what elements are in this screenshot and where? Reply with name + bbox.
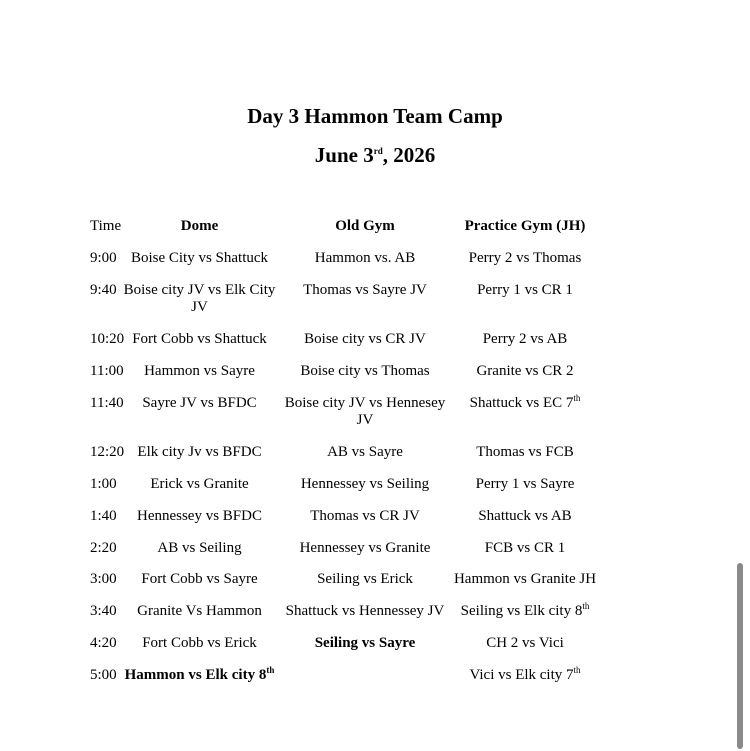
date-year: , 2026 [382, 143, 436, 167]
row-practice-gym [448, 635, 602, 652]
header-old-gym: Old Gym [335, 218, 395, 234]
row-dome-ordinal: th [266, 665, 275, 675]
row-practice-gym-text: Granite vs CR 2 [476, 363, 574, 379]
row-practice-gym-text: Perry 1 vs CR 1 [477, 282, 573, 298]
row-practice-gym-text: Perry 2 vs Thomas [468, 250, 582, 266]
row-practice-gym-ordinal: th [582, 601, 590, 611]
row-practice-gym [448, 476, 602, 493]
row-dome [122, 540, 277, 557]
row-time-text: 1:40 [90, 508, 117, 524]
row-dome [122, 476, 277, 493]
row-dome-text: Hennessey vs BFDC [136, 508, 262, 524]
row-old-gym-text: Thomas vs Sayre JV [303, 282, 427, 298]
row-practice-gym-ordinal: th [573, 665, 581, 675]
row-time-text: 12:20 [90, 444, 125, 460]
row-old-gym-text: Boise city vs CR JV [304, 331, 426, 347]
row-old-gym [275, 250, 455, 267]
row-dome-text: Sayre JV vs BFDC [142, 395, 257, 411]
row-practice-gym [448, 250, 602, 267]
row-dome-text: Elk city Jv vs BFDC [137, 444, 262, 460]
row-time-text: 9:00 [90, 250, 117, 266]
row-dome [122, 635, 277, 652]
row-old-gym [275, 635, 455, 652]
row-practice-gym [448, 508, 602, 525]
row-dome [122, 571, 277, 588]
row-dome-text: Granite Vs Hammon [137, 603, 262, 619]
header-practice-gym: Practice Gym (JH) [464, 218, 586, 234]
row-time-text: 5:00 [90, 667, 117, 683]
row-old-gym [275, 540, 455, 557]
row-time-text: 11:00 [90, 363, 124, 379]
row-old-gym [275, 395, 455, 429]
row-practice-gym [448, 395, 602, 412]
row-dome [122, 667, 277, 684]
row-dome [122, 444, 277, 461]
row-dome-text: AB vs Seiling [157, 540, 242, 556]
row-practice-gym-text: FCB vs CR 1 [484, 540, 566, 556]
row-old-gym [275, 508, 455, 525]
row-practice-gym-text: Thomas vs FCB [476, 444, 574, 460]
row-dome [122, 395, 277, 412]
row-practice-gym [448, 363, 602, 380]
row-dome [122, 603, 277, 620]
row-practice-gym [448, 667, 602, 684]
row-old-gym [275, 331, 455, 348]
header-dome: Dome [180, 218, 219, 234]
row-old-gym-text: Shattuck vs Hennessey JV [285, 603, 445, 619]
row-practice-gym [448, 571, 602, 588]
row-old-gym-text: Thomas vs CR JV [310, 508, 420, 524]
row-old-gym [275, 571, 455, 588]
row-old-gym-text: Hennessey vs Granite [299, 540, 431, 556]
row-old-gym-text: Seiling vs Sayre [314, 635, 416, 651]
row-dome [122, 508, 277, 525]
row-practice-gym-text: Hammon vs Granite JH [453, 571, 597, 587]
header-time: Time [90, 218, 122, 234]
row-practice-gym-text: Shattuck vs EC 7 [469, 395, 574, 411]
row-practice-gym-text: Vici vs Elk city 7 [469, 667, 574, 683]
row-practice-gym-text: CH 2 vs Vici [486, 635, 564, 651]
row-dome-text: Erick vs Granite [150, 476, 249, 492]
row-dome [122, 282, 277, 316]
row-dome-text: Hammon vs Elk city 8 [124, 667, 267, 683]
row-time-text: 1:00 [90, 476, 117, 492]
row-time-text: 11:40 [90, 395, 124, 411]
row-dome [122, 250, 277, 267]
row-dome-text: Fort Cobb vs Shattuck [132, 331, 267, 347]
row-old-gym [275, 476, 455, 493]
row-old-gym [275, 603, 455, 620]
row-practice-gym [448, 444, 602, 461]
row-dome-text: Fort Cobb vs Sayre [141, 571, 258, 587]
row-old-gym-text: Seiling vs Erick [317, 571, 413, 587]
date-main: June 3 [314, 143, 374, 167]
row-practice-gym [448, 331, 602, 348]
page-title: Day 3 Hammon Team Camp [247, 104, 503, 128]
row-dome [122, 331, 277, 348]
row-dome [122, 363, 277, 380]
row-dome-text: Hammon vs Sayre [144, 363, 255, 379]
row-practice-gym-text: Shattuck vs AB [478, 508, 572, 524]
page-date [0, 143, 750, 167]
row-old-gym-text: Hammon vs. AB [314, 250, 416, 266]
row-dome-text: Boise city JV vs Elk City JV [123, 282, 276, 315]
row-practice-gym-text: Perry 1 vs Sayre [475, 476, 575, 492]
row-old-gym [275, 444, 455, 461]
row-dome-text: Boise City vs Shattuck [130, 250, 269, 266]
row-old-gym-text: Boise city JV vs Hennesey JV [284, 395, 446, 428]
row-practice-gym-text: Perry 2 vs AB [482, 331, 568, 347]
row-practice-gym-text: Seiling vs Elk city 8 [460, 603, 583, 619]
date-ordinal: rd [373, 146, 383, 156]
row-old-gym-text: Hennessey vs Seiling [300, 476, 430, 492]
row-dome-text: Fort Cobb vs Erick [142, 635, 257, 651]
row-time-text: 3:40 [90, 603, 117, 619]
row-old-gym-text: Boise city vs Thomas [300, 363, 430, 379]
row-old-gym [275, 282, 455, 299]
row-time-text: 10:20 [90, 331, 125, 347]
row-practice-gym-ordinal: th [573, 393, 581, 403]
row-practice-gym [448, 603, 602, 620]
row-time-text: 2:20 [90, 540, 117, 556]
row-time-text: 3:00 [90, 571, 117, 587]
row-old-gym-text: AB vs Sayre [327, 444, 403, 460]
row-practice-gym [448, 282, 602, 299]
row-old-gym [275, 363, 455, 380]
row-time-text: 4:20 [90, 635, 117, 651]
row-time-text: 9:40 [90, 282, 117, 298]
row-practice-gym [448, 540, 602, 557]
scrollbar[interactable] [737, 563, 743, 749]
